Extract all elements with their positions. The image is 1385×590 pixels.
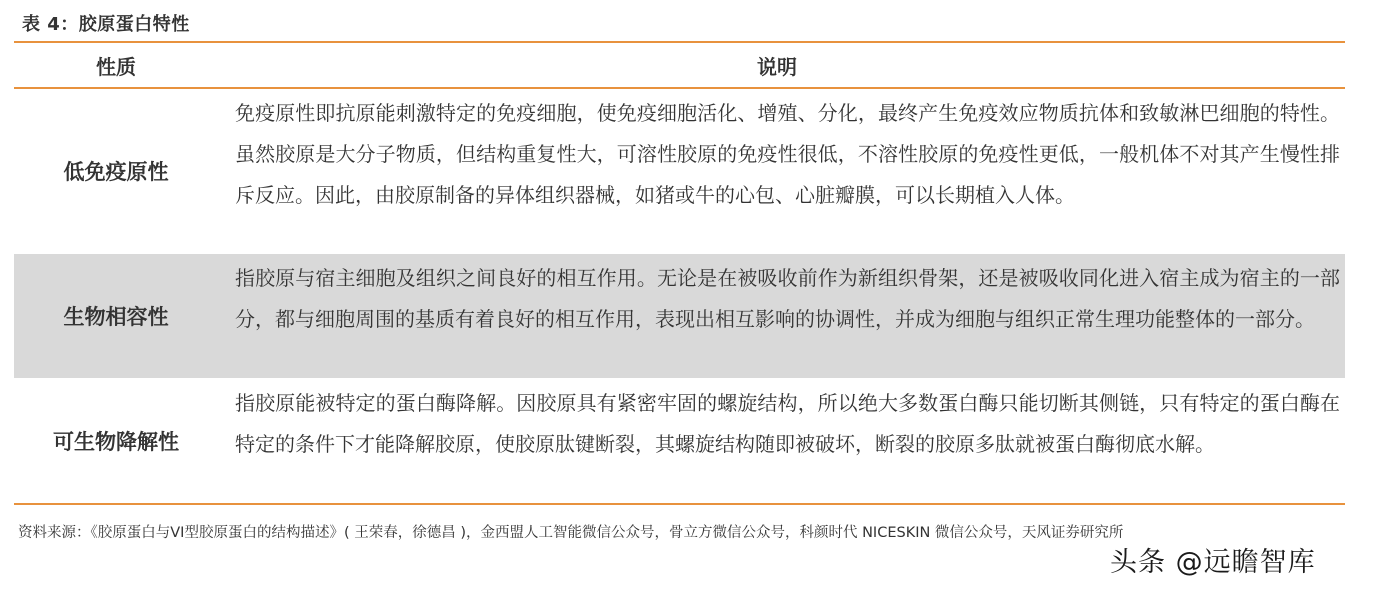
table-top-rule bbox=[14, 41, 1345, 43]
property-cell: 可生物降解性 bbox=[53, 430, 179, 454]
table-row bbox=[14, 379, 1345, 503]
table-bottom-rule bbox=[14, 503, 1345, 505]
column-header-description: 说明 bbox=[757, 55, 797, 79]
table-row bbox=[14, 89, 1345, 253]
property-cell: 生物相容性 bbox=[63, 305, 169, 329]
table-row bbox=[14, 254, 1345, 378]
property-cell: 低免疫原性 bbox=[63, 160, 169, 184]
table-title: 表 4：胶原蛋白特性 bbox=[22, 14, 190, 35]
watermark: 头条 @远瞻智库 bbox=[1110, 547, 1316, 578]
description-cell: 免疫原性即抗原能刺激特定的免疫细胞，使免疫细胞活化、增殖、分化，最终产生免疫效应物质抗体和致敏淋巴细胞的特性。虽然胶原是大分子物质，但结构重复性大，可溶性胶原的免疫性很低，不溶性胶原的免疫性更低，一般机体不对其产生慢性排斥反应。因此，由胶原制备的异体组织器械，如猪或牛的心包、心脏瓣膜，可以长期植入人体。 bbox=[235, 101, 1340, 207]
source-note: 资料来源：《胶原蛋白与VI型胶原蛋白的结构描述》( 王荣春，徐德昌 )，金西盟人工智能微信公众号，骨立方微信公众号，科颜时代 NICESKIN 微信公众号，天风证券研究所 bbox=[18, 525, 1124, 541]
column-header-property: 性质 bbox=[96, 55, 136, 79]
description-cell: 指胶原与宿主细胞及组织之间良好的相互作用。无论是在被吸收前作为新组织骨架，还是被吸收同化进入宿主成为宿主的一部分，都与细胞周围的基质有着良好的相互作用，表现出相互影响的协调性，并成为细胞与组织正常生理功能整体的一部分。 bbox=[235, 266, 1340, 331]
description-cell: 指胶原能被特定的蛋白酶降解。因胶原具有紧密牢固的螺旋结构，所以绝大多数蛋白酶只能切断其侧链，只有特定的蛋白酶在特定的条件下才能降解胶原，使胶原肽键断裂，其螺旋结构随即被破坏，断裂的胶原多肽就被蛋白酶彻底水解。 bbox=[235, 391, 1340, 456]
